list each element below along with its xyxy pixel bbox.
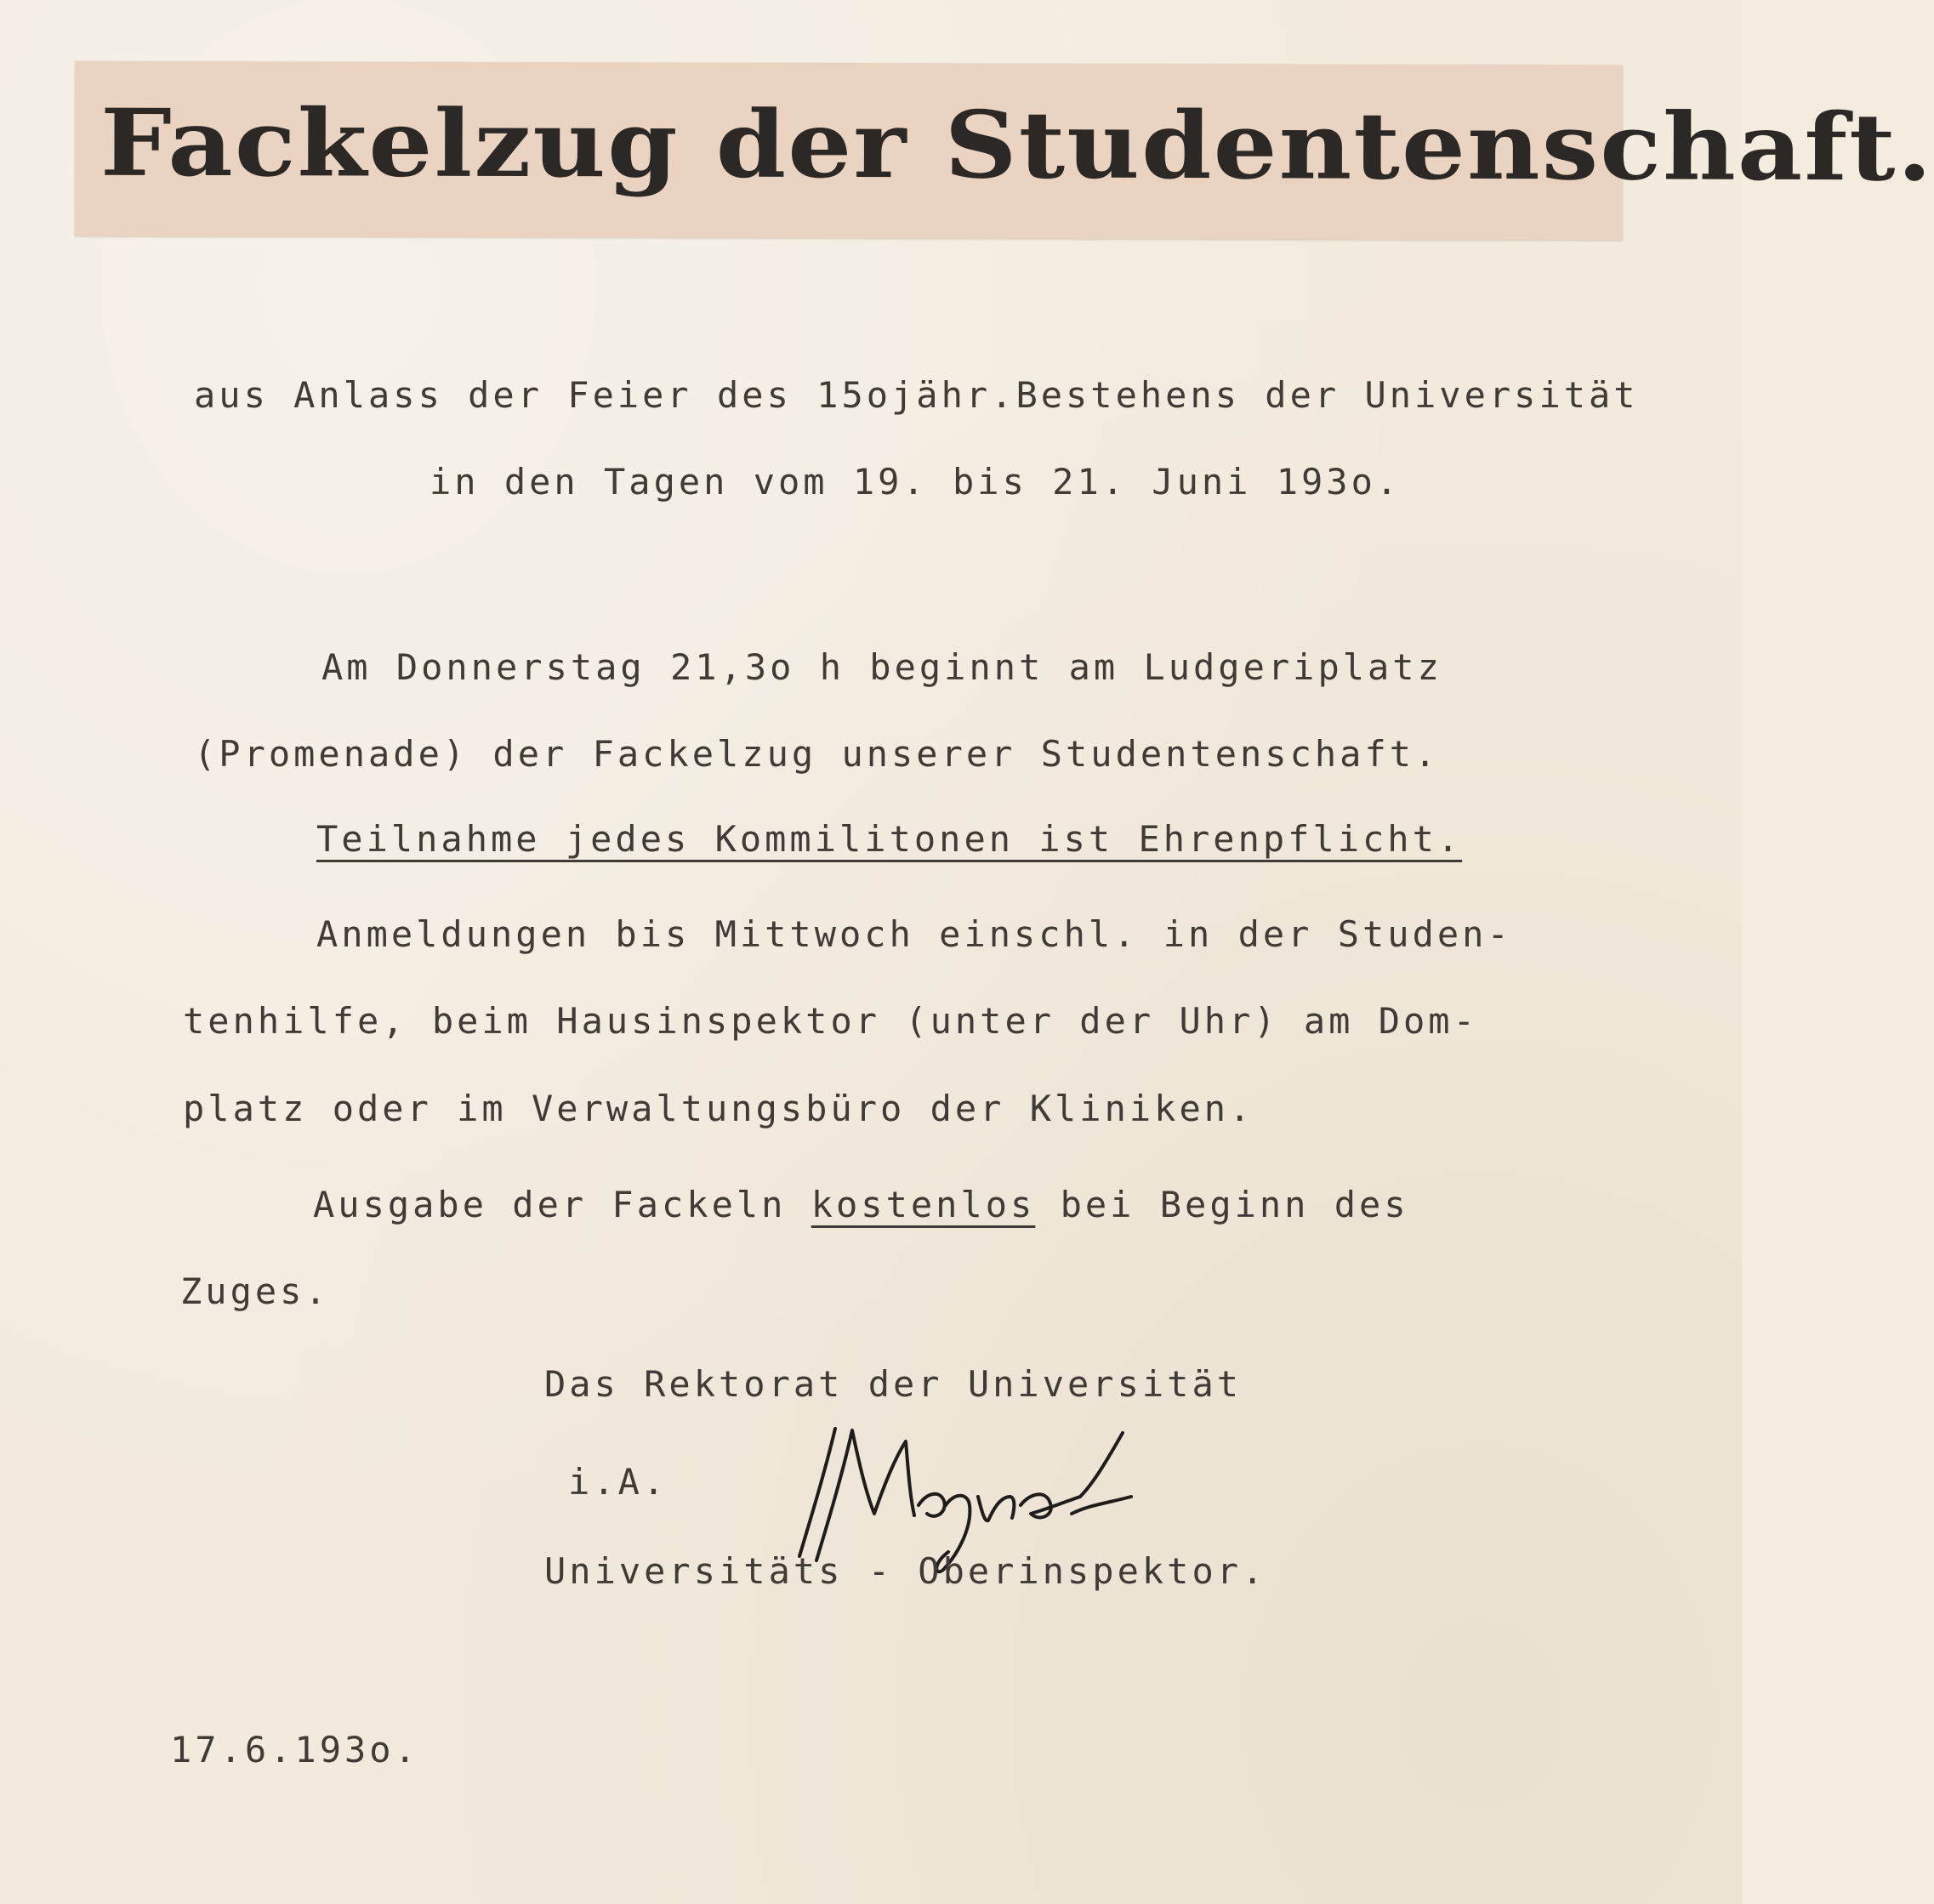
- authority-line: Das Rektorat der Universität: [544, 1363, 1243, 1405]
- document-date: 17.6.193o.: [170, 1729, 419, 1770]
- paragraph-3-line-1: [313, 1184, 1409, 1225]
- paragraph-2-line-1: Anmeldungen bis Mittwoch einschl. in der Studen-: [316, 913, 1512, 955]
- occasion-line-1: aus Anlass der Feier des 15ojähr.Bestehens der Universität: [194, 374, 1639, 416]
- newspaper-clipping: [75, 61, 1934, 241]
- emphasis-line: Teilnahme jedes Kommilitonen ist Ehrenpflicht.: [316, 818, 1463, 860]
- signatory-title: Universitäts - Oberinspektor.: [544, 1550, 1267, 1592]
- paragraph-3-line-2: Zuges.: [180, 1270, 330, 1312]
- ia-line: i.A.: [568, 1461, 668, 1503]
- occasion-line-2: in den Tagen vom 19. bis 21. Juni 193o.: [429, 461, 1402, 503]
- paragraph-3-text-before: Ausgabe der Fackeln: [313, 1184, 811, 1225]
- paragraph-2-line-3: platz oder im Verwaltungsbüro der Kliniken.: [183, 1088, 1254, 1129]
- underlined-word: kostenlos: [811, 1184, 1036, 1225]
- paragraph-2-line-2: tenhilfe, beim Hausinspektor (unter der Uhr) am Dom-: [183, 1000, 1478, 1042]
- clipping-heading: Fackelzug der Studentenschaft.: [100, 88, 1934, 202]
- paragraph-1-line-1: Am Donnerstag 21,3o h beginnt am Ludgeriplatz: [321, 646, 1442, 688]
- paragraph-1-line-2: (Promenade) der Fackelzug unserer Studentenschaft.: [194, 733, 1440, 775]
- paragraph-3-text-after: bei Beginn des: [1035, 1184, 1409, 1225]
